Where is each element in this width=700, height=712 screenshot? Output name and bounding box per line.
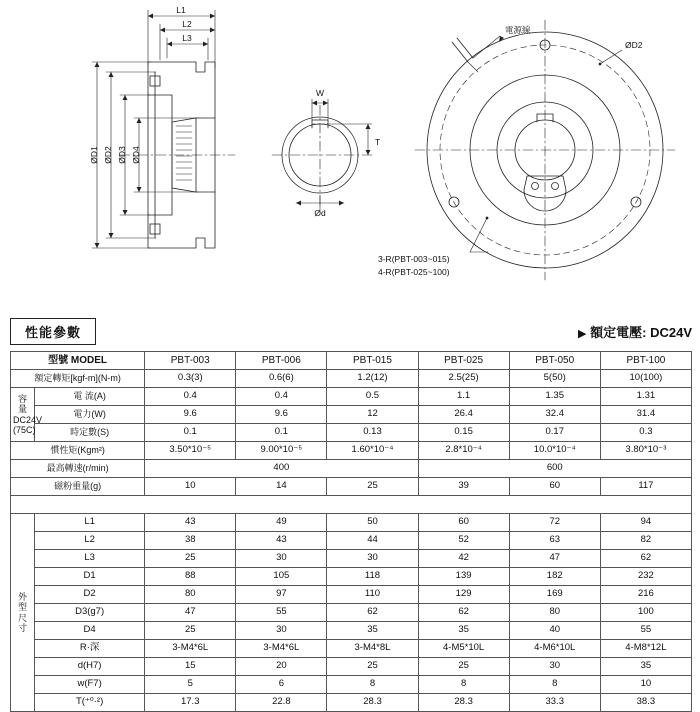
model-col-5: PBT-100 (600, 352, 691, 370)
cell: 4-M6*10L (509, 640, 600, 658)
cell: 0.6(6) (236, 370, 327, 388)
dim-label: w(F7) (35, 676, 145, 694)
cell: 0.4 (145, 388, 236, 406)
cell: 3-M4*6L (145, 640, 236, 658)
model-col-4: PBT-050 (509, 352, 600, 370)
cell: 4-M8*12L (600, 640, 691, 658)
cell: 17.3 (145, 694, 236, 712)
cell: 47 (145, 604, 236, 622)
dim-label: T(⁺⁰·²) (35, 694, 145, 712)
model-col-2: PBT-015 (327, 352, 418, 370)
label-l1: L1 (176, 5, 186, 15)
label-d1: ØD1 (89, 146, 99, 164)
cell: 33.3 (509, 694, 600, 712)
cell: 97 (236, 586, 327, 604)
specifications-section (10, 318, 692, 712)
cell: 22.8 (236, 694, 327, 712)
cell: 139 (418, 568, 509, 586)
rated-voltage-text: 額定電壓: DC24V (590, 325, 692, 340)
cell: 60 (418, 514, 509, 532)
cell: 35 (600, 658, 691, 676)
dim-label: L1 (35, 514, 145, 532)
row-label-powderweight: 磁粉重量(g) (11, 478, 145, 496)
cell: 88 (145, 568, 236, 586)
dim-label: D1 (35, 568, 145, 586)
cell: 100 (600, 604, 691, 622)
row-label-power: 電力(W) (35, 406, 145, 424)
cell: 0.4 (236, 388, 327, 406)
cell: 43 (236, 532, 327, 550)
cell: 49 (236, 514, 327, 532)
rated-voltage (578, 322, 692, 341)
cell: 105 (236, 568, 327, 586)
cell: 3-M4*8L (327, 640, 418, 658)
cell: 35 (418, 622, 509, 640)
table-row (11, 514, 692, 532)
cell: 38.3 (600, 694, 691, 712)
cell: 30 (236, 622, 327, 640)
note-3r: 3-R(PBT-003~015) (378, 254, 450, 264)
cell: 118 (327, 568, 418, 586)
cell: 10.0*10⁻⁴ (509, 442, 600, 460)
cell: 232 (600, 568, 691, 586)
cell: 6 (236, 676, 327, 694)
table-row (11, 478, 692, 496)
cell: 117 (600, 478, 691, 496)
cell: 14 (236, 478, 327, 496)
cell: 3.80*10⁻³ (600, 442, 691, 460)
cell: 8 (418, 676, 509, 694)
cell: 0.3(3) (145, 370, 236, 388)
cell: 31.4 (600, 406, 691, 424)
dim-label: L2 (35, 532, 145, 550)
model-label: 型號 MODEL (11, 352, 145, 370)
cell: 0.1 (236, 424, 327, 442)
cell: 169 (509, 586, 600, 604)
label-w: W (315, 88, 325, 98)
cell: 0.5 (327, 388, 418, 406)
cell: 55 (236, 604, 327, 622)
dim-label: R·深 (35, 640, 145, 658)
cell: 50 (327, 514, 418, 532)
table-row (11, 694, 692, 712)
table-row (11, 658, 692, 676)
spec-title: 性能參數 (10, 318, 96, 345)
cell: 94 (600, 514, 691, 532)
cell: 62 (600, 550, 691, 568)
table-row (11, 406, 692, 424)
cell: 1.1 (418, 388, 509, 406)
dim-label: D3(g7) (35, 604, 145, 622)
dimension-label: 外 型 尺 寸 (11, 514, 35, 712)
model-col-1: PBT-006 (236, 352, 327, 370)
table-row (11, 388, 692, 406)
cell: 4-M5*10L (418, 640, 509, 658)
model-col-0: PBT-003 (145, 352, 236, 370)
table-row (11, 532, 692, 550)
cell: 62 (418, 604, 509, 622)
cell: 25 (418, 658, 509, 676)
cell: 47 (509, 550, 600, 568)
dim-label: L3 (35, 550, 145, 568)
table-row (11, 622, 692, 640)
table-row (11, 442, 692, 460)
spec-header (10, 318, 692, 345)
cell: 55 (600, 622, 691, 640)
cell: 15 (145, 658, 236, 676)
row-label-maxspeed: 最高轉速(r/min) (11, 460, 145, 478)
cell: 1.35 (509, 388, 600, 406)
cell: 10 (145, 478, 236, 496)
cell: 1.31 (600, 388, 691, 406)
cell: 10 (600, 676, 691, 694)
label-od: Ød (314, 208, 326, 218)
capacity-label: 容 量 DC24V (75C) (11, 388, 35, 442)
cell: 28.3 (327, 694, 418, 712)
cell: 38 (145, 532, 236, 550)
table-row (11, 604, 692, 622)
note-4r: 4-R(PBT-025~100) (378, 267, 450, 277)
cell: 25 (327, 658, 418, 676)
table-row (11, 550, 692, 568)
table-row (11, 460, 692, 478)
cell: 26.4 (418, 406, 509, 424)
cell: 1.60*10⁻⁴ (327, 442, 418, 460)
table-row (11, 676, 692, 694)
cell: 82 (600, 532, 691, 550)
cell: 5(50) (509, 370, 600, 388)
cell: 600 (418, 460, 691, 478)
label-t: T (375, 137, 381, 147)
table-spacer-row (11, 496, 692, 514)
cell: 39 (418, 478, 509, 496)
table-row (11, 586, 692, 604)
cell: 2.8*10⁻⁴ (418, 442, 509, 460)
triangle-icon: ▶ (578, 328, 587, 340)
cell: 42 (418, 550, 509, 568)
cell: 3-M4*6L (236, 640, 327, 658)
cell: 8 (327, 676, 418, 694)
cell: 2.5(25) (418, 370, 509, 388)
cell: 35 (327, 622, 418, 640)
label-l2: L2 (182, 19, 192, 29)
cell: 63 (509, 532, 600, 550)
row-label-timeconstant: 時定數(S) (35, 424, 145, 442)
label-l3: L3 (182, 33, 192, 43)
cell: 52 (418, 532, 509, 550)
row-label-inertia: 慣性矩(Kgm²) (11, 442, 145, 460)
table-header-row (11, 352, 692, 370)
dim-label: d(H7) (35, 658, 145, 676)
cell: 20 (236, 658, 327, 676)
cell: 12 (327, 406, 418, 424)
label-od2-front: ØD2 (625, 40, 643, 50)
cell: 43 (145, 514, 236, 532)
cell: 3.50*10⁻⁵ (145, 442, 236, 460)
parameter-table (10, 351, 692, 712)
cell: 9.6 (236, 406, 327, 424)
cell: 30 (327, 550, 418, 568)
cell: 62 (327, 604, 418, 622)
cell: 0.13 (327, 424, 418, 442)
cell: 30 (509, 658, 600, 676)
technical-drawing (0, 0, 700, 300)
cell: 0.1 (145, 424, 236, 442)
row-label-torque: 額定轉矩[kgf-m](N-m) (11, 370, 145, 388)
cell: 10(100) (600, 370, 691, 388)
cell: 1.2(12) (327, 370, 418, 388)
cell: 25 (327, 478, 418, 496)
cell: 0.3 (600, 424, 691, 442)
cell: 216 (600, 586, 691, 604)
cell: 44 (327, 532, 418, 550)
cell: 30 (236, 550, 327, 568)
table-row (11, 370, 692, 388)
table-row (11, 424, 692, 442)
cell: 28.3 (418, 694, 509, 712)
cell: 0.17 (509, 424, 600, 442)
cell: 80 (509, 604, 600, 622)
label-power-wire: 電源線 (505, 25, 531, 35)
cell: 0.15 (418, 424, 509, 442)
model-col-3: PBT-025 (418, 352, 509, 370)
dim-label: D2 (35, 586, 145, 604)
label-d3: ØD3 (117, 146, 127, 164)
cell: 5 (145, 676, 236, 694)
cell: 9.00*10⁻⁵ (236, 442, 327, 460)
cell: 400 (145, 460, 418, 478)
row-label-current: 電 流(A) (35, 388, 145, 406)
drawing-svg (0, 0, 700, 310)
cell: 72 (509, 514, 600, 532)
cell: 110 (327, 586, 418, 604)
cell: 129 (418, 586, 509, 604)
cell: 60 (509, 478, 600, 496)
cell: 25 (145, 550, 236, 568)
cell: 32.4 (509, 406, 600, 424)
cell: 182 (509, 568, 600, 586)
cell: 40 (509, 622, 600, 640)
dim-label: D4 (35, 622, 145, 640)
cell: 8 (509, 676, 600, 694)
table-row (11, 640, 692, 658)
cell: 9.6 (145, 406, 236, 424)
table-row (11, 568, 692, 586)
label-d2: ØD2 (103, 146, 113, 164)
label-d4: ØD4 (131, 146, 141, 164)
cell: 80 (145, 586, 236, 604)
cell: 25 (145, 622, 236, 640)
